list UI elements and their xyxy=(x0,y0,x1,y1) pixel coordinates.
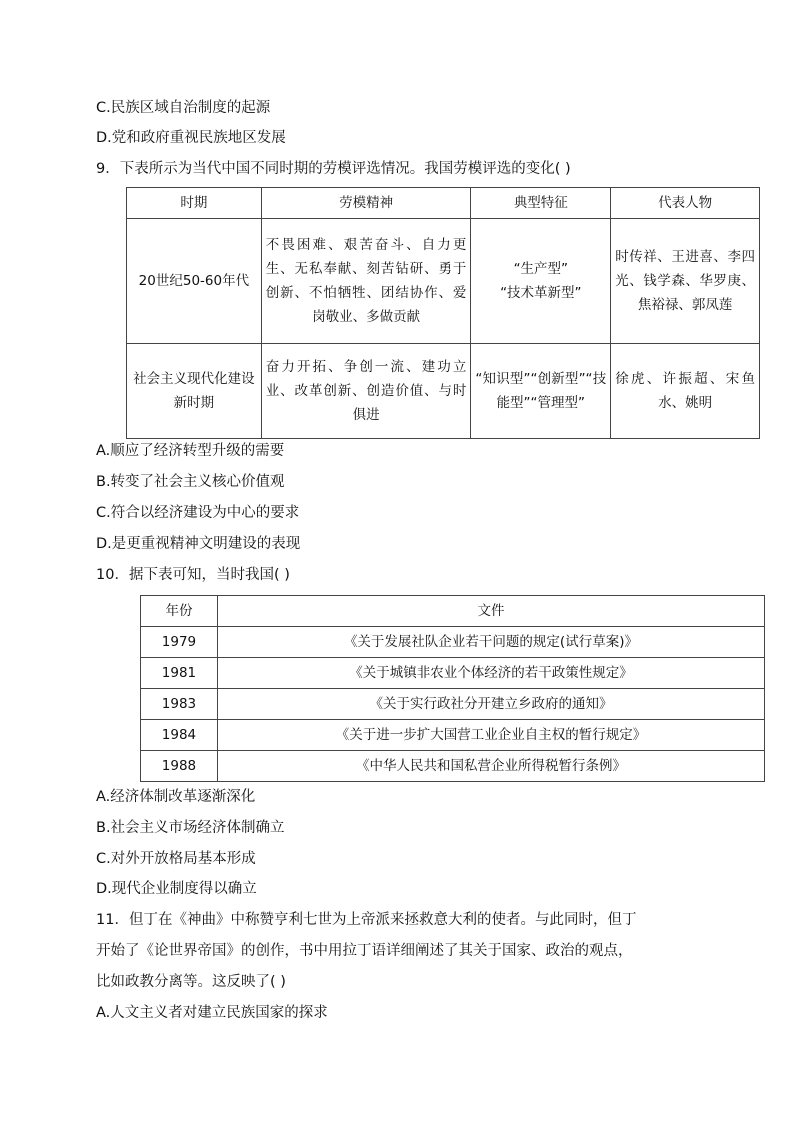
table-row xyxy=(141,751,765,782)
period-cell: 20世纪50-60年代 xyxy=(127,219,262,344)
spirit-cell: 不畏困难、艰苦奋斗、自力更生、无私奉献、刻苦钻研、勇于创新、不怕牺牲、团结协作、爱岗敬业、多做贡献 xyxy=(261,219,471,344)
table-header-row xyxy=(141,596,765,627)
header-year: 年份 xyxy=(141,596,218,627)
header-spirit: 劳模精神 xyxy=(261,188,471,219)
table-header-row xyxy=(127,188,760,219)
year-cell: 1984 xyxy=(141,720,218,751)
period-cell: 社会主义现代化建设新时期 xyxy=(127,344,262,439)
table-row xyxy=(141,689,765,720)
spirit-cell: 奋力开拓、争创一流、建功立业、改革创新、创造价值、与时俱进 xyxy=(261,344,471,439)
table-row xyxy=(141,627,765,658)
document-cell: 《关于进一步扩大国营工业企业自主权的暂行规定》 xyxy=(217,720,764,751)
q9-option-b: B.转变了社会主义核心价值观 xyxy=(96,474,285,490)
table-row xyxy=(127,219,760,344)
q9-option-d: D.是更重视精神文明建设的表现 xyxy=(96,536,301,552)
feature-cell: “知识型”“创新型”“技能型”“管理型” xyxy=(471,344,611,439)
year-cell: 1979 xyxy=(141,627,218,658)
document-cell: 《关于城镇非农业个体经济的若干政策性规定》 xyxy=(217,658,764,689)
header-people: 代表人物 xyxy=(611,188,760,219)
people-cell: 时传祥、王进喜、李四光、钱学森、华罗庚、焦裕禄、郭凤莲 xyxy=(611,219,760,344)
q11-stem-line1: 11．但丁在《神曲》中称赞亨利七世为上帝派来拯救意大利的使者。与此同时，但丁 xyxy=(96,912,637,928)
q10-option-a: A.经济体制改革逐渐深化 xyxy=(96,789,256,805)
q10-option-d: D.现代企业制度得以确立 xyxy=(96,881,257,897)
q11-stem-line3: 比如政教分离等。这反映了( ) xyxy=(96,974,286,990)
q10-option-b: B.社会主义市场经济体制确立 xyxy=(96,820,285,836)
document-cell: 《中华人民共和国私营企业所得税暂行条例》 xyxy=(217,751,764,782)
document-cell: 《关于发展社队企业若干问题的规定(试行草案)》 xyxy=(217,627,764,658)
q9-option-a: A.顺应了经济转型升级的需要 xyxy=(96,443,285,459)
people-cell: 徐虎、许振超、宋鱼水、姚明 xyxy=(611,344,760,439)
header-period: 时期 xyxy=(127,188,262,219)
q9-option-c: C.符合以经济建设为中心的要求 xyxy=(96,505,300,521)
header-feature: 典型特征 xyxy=(471,188,611,219)
q11-option-a: A.人文主义者对建立民族国家的探求 xyxy=(96,1005,328,1021)
q9-stem: 9．下表所示为当代中国不同时期的劳模评选情况。我国劳模评选的变化( ) xyxy=(96,161,571,177)
q10-stem: 10．据下表可知，当时我国( ) xyxy=(96,567,290,583)
q11-stem-line2: 开始了《论世界帝国》的创作，书中用拉丁语详细阐述了其关于国家、政治的观点， xyxy=(96,943,633,959)
header-document: 文件 xyxy=(217,596,764,627)
table-row xyxy=(141,658,765,689)
q10-option-c: C.对外开放格局基本形成 xyxy=(96,851,256,867)
prev-option-d: D.党和政府重视民族地区发展 xyxy=(96,130,286,146)
q10-table xyxy=(140,595,765,782)
year-cell: 1983 xyxy=(141,689,218,720)
year-cell: 1988 xyxy=(141,751,218,782)
q9-table xyxy=(126,187,760,439)
table-row xyxy=(141,720,765,751)
document-cell: 《关于实行政社分开建立乡政府的通知》 xyxy=(217,689,764,720)
table-row xyxy=(127,344,760,439)
prev-option-c: C.民族区域自治制度的起源 xyxy=(96,100,271,116)
year-cell: 1981 xyxy=(141,658,218,689)
feature-cell: “生产型” “技术革新型” xyxy=(471,219,611,344)
